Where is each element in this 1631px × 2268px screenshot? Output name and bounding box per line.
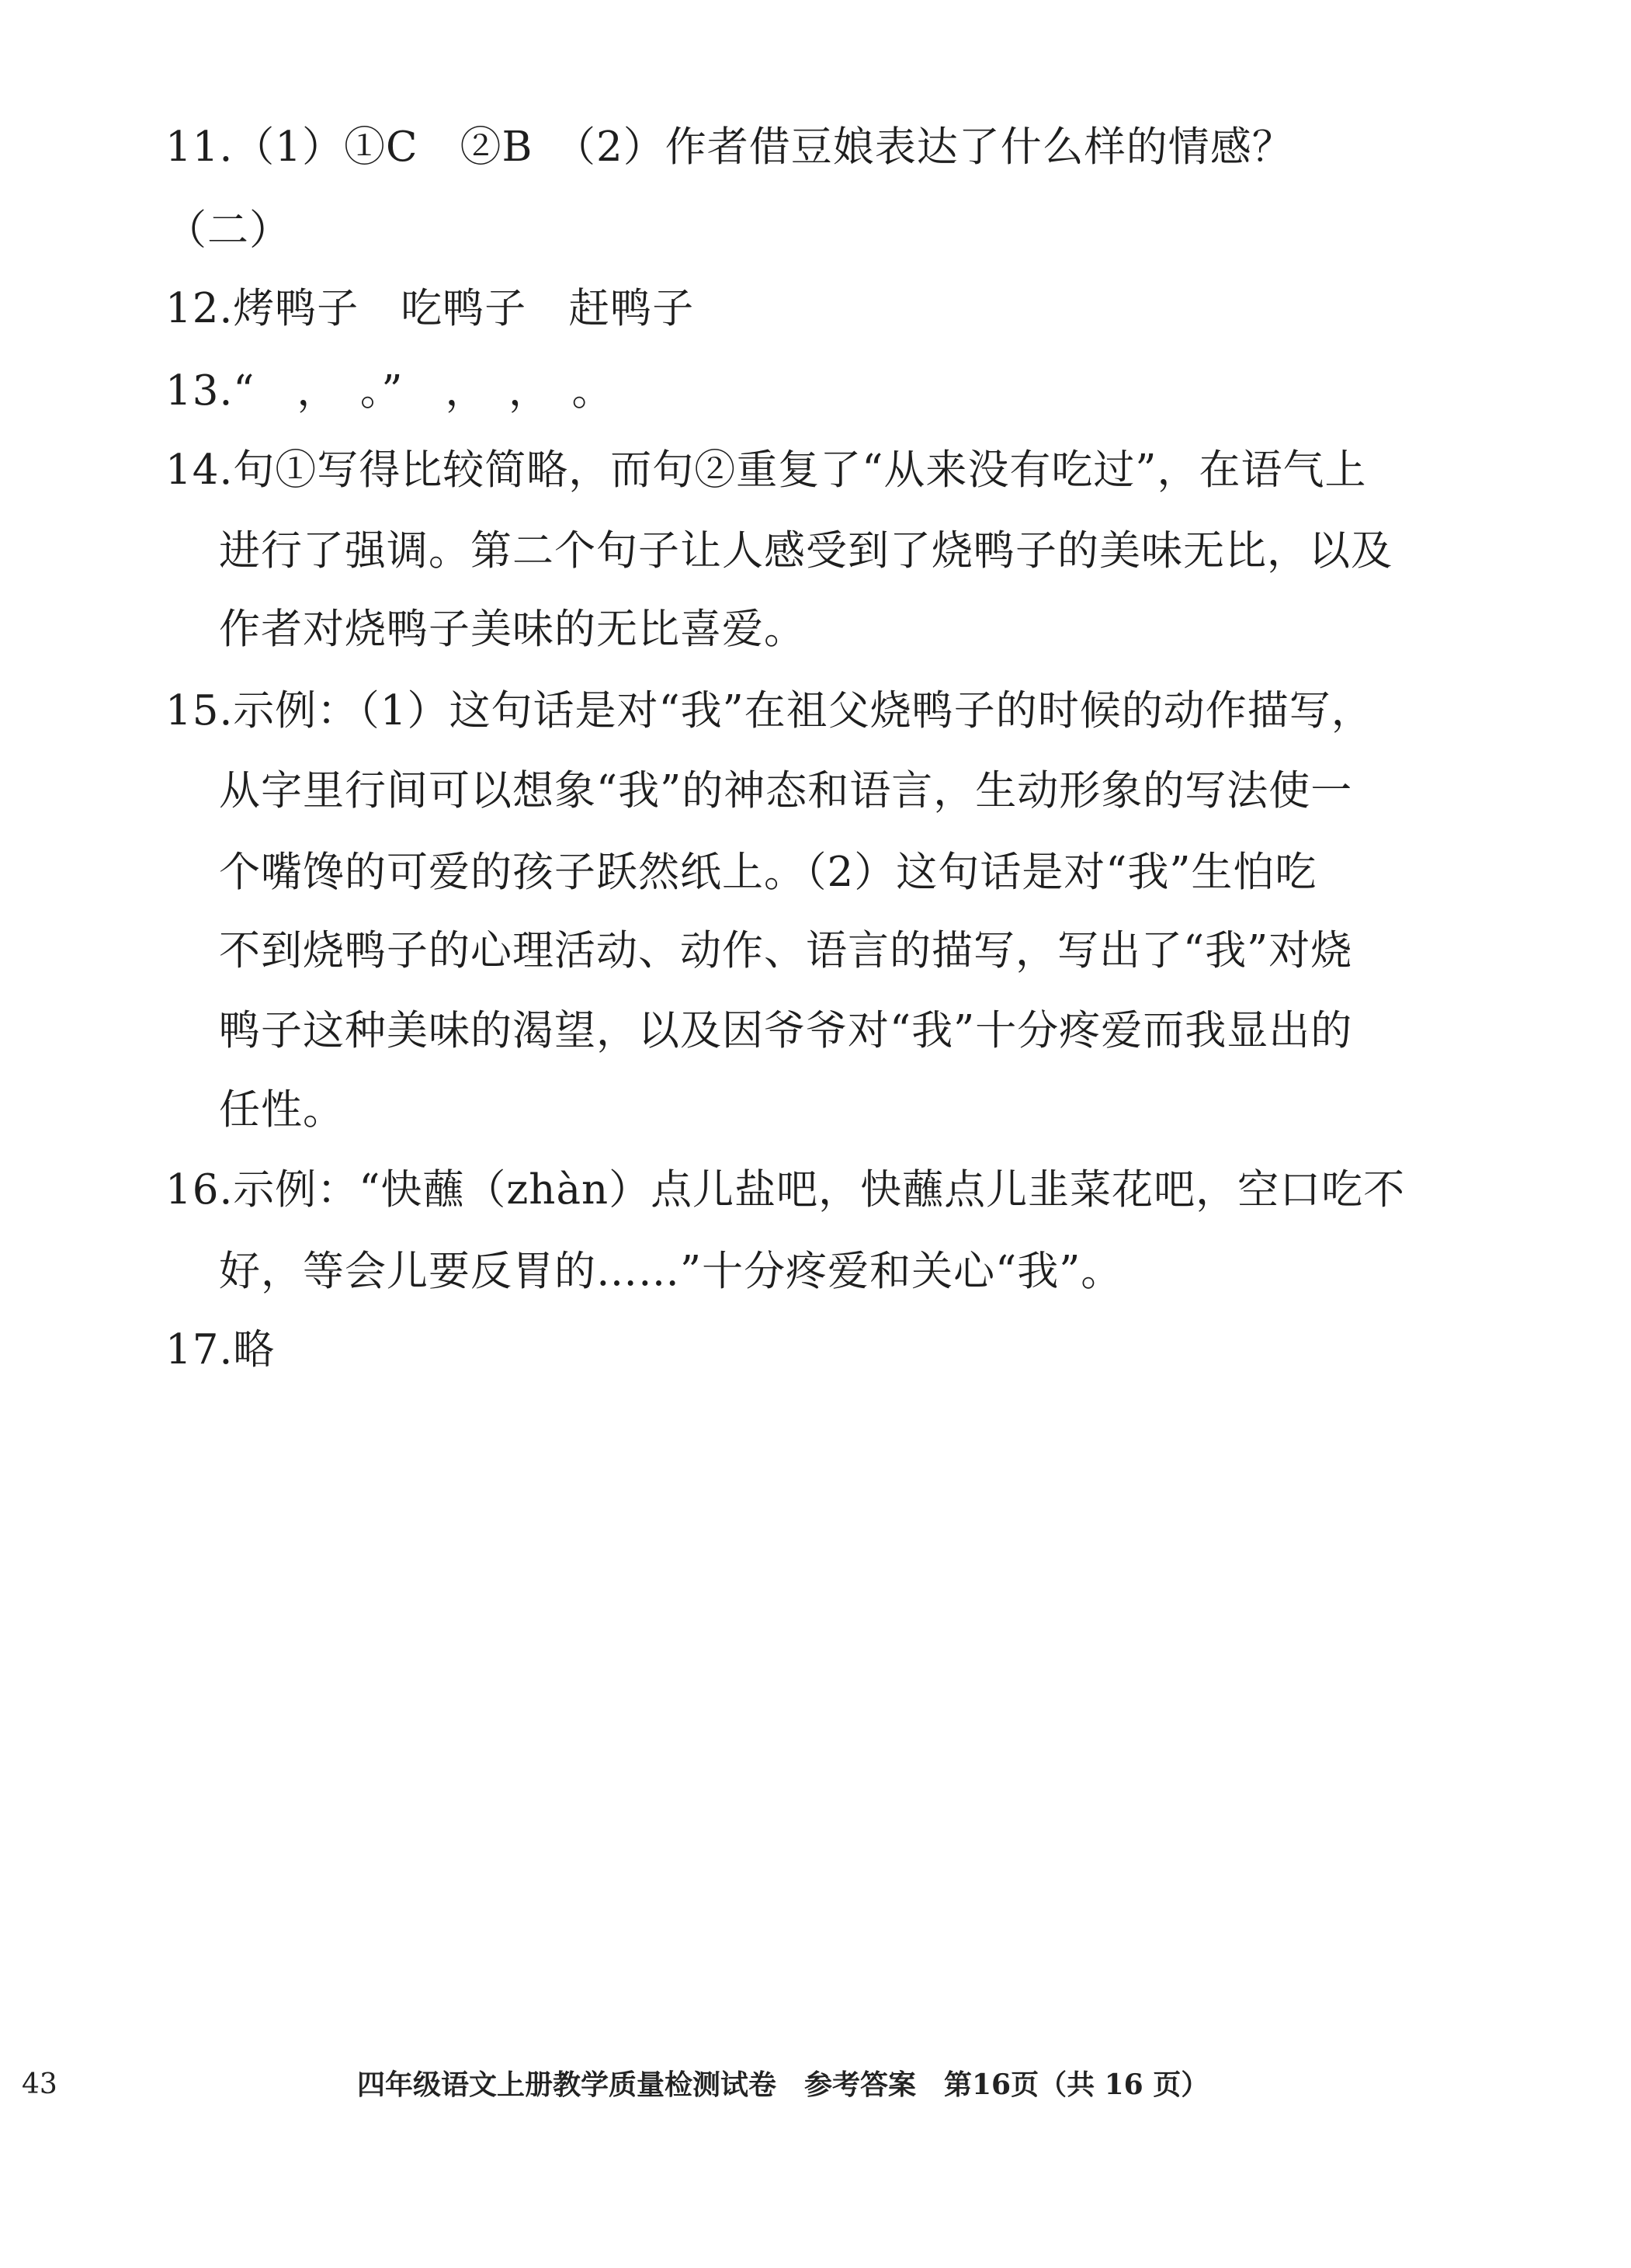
page-number: 43 xyxy=(22,2068,57,2100)
section-heading-two: （二） xyxy=(165,207,291,254)
answer-q15-line-4: 不到烧鸭子的心理活动、动作、语言的描写，写出了“我”对烧 xyxy=(219,927,1353,974)
answer-q11: 11.（1）①C ②B （2）作者借豆娘表达了什么样的情感？ xyxy=(165,123,1294,171)
answer-q14-line-2: 进行了强调。第二个句子让人感受到了烧鸭子的美味无比，以及 xyxy=(219,527,1393,575)
answer-q16-line-2: 好，等会儿要反胃的……”十分疼爱和关心“我”。 xyxy=(219,1248,1123,1295)
answer-q13: 13.“ ， 。” ， ， 。 xyxy=(165,367,614,415)
answer-q12: 12.烤鸭子 吃鸭子 赶鸭子 xyxy=(165,285,695,332)
answer-q15-line-5: 鸭子这种美味的渴望，以及因爷爷对“我”十分疼爱而我显出的 xyxy=(219,1007,1353,1054)
answer-q16-line-1: 16.示例：“快蘸（zhàn）点儿盐吧，快蘸点儿韭菜花吧，空口吃不 xyxy=(165,1166,1406,1214)
answer-q14-line-3: 作者对烧鸭子美味的无比喜爱。 xyxy=(219,606,806,653)
answer-q15-line-3: 个嘴馋的可爱的孩子跃然纸上。（2）这句话是对“我”生怕吃 xyxy=(219,849,1317,896)
footer-title: 四年级语文上册教学质量检测试卷 参考答案 第16页（共 16 页） xyxy=(357,2068,1209,2101)
answer-q15-line-2: 从字里行间可以想象“我”的神态和语言，生动形象的写法使一 xyxy=(219,767,1353,814)
answer-q17: 17.略 xyxy=(165,1326,276,1374)
answer-q14-line-1: 14.句①写得比较简略，而句②重复了“从来没有吃过”，在语气上 xyxy=(165,446,1367,494)
answer-q15-line-6: 任性。 xyxy=(219,1086,345,1134)
answer-q15-line-1: 15.示例：（1）这句话是对“我”在祖父烧鸭子的时候的动作描写， xyxy=(165,687,1373,735)
